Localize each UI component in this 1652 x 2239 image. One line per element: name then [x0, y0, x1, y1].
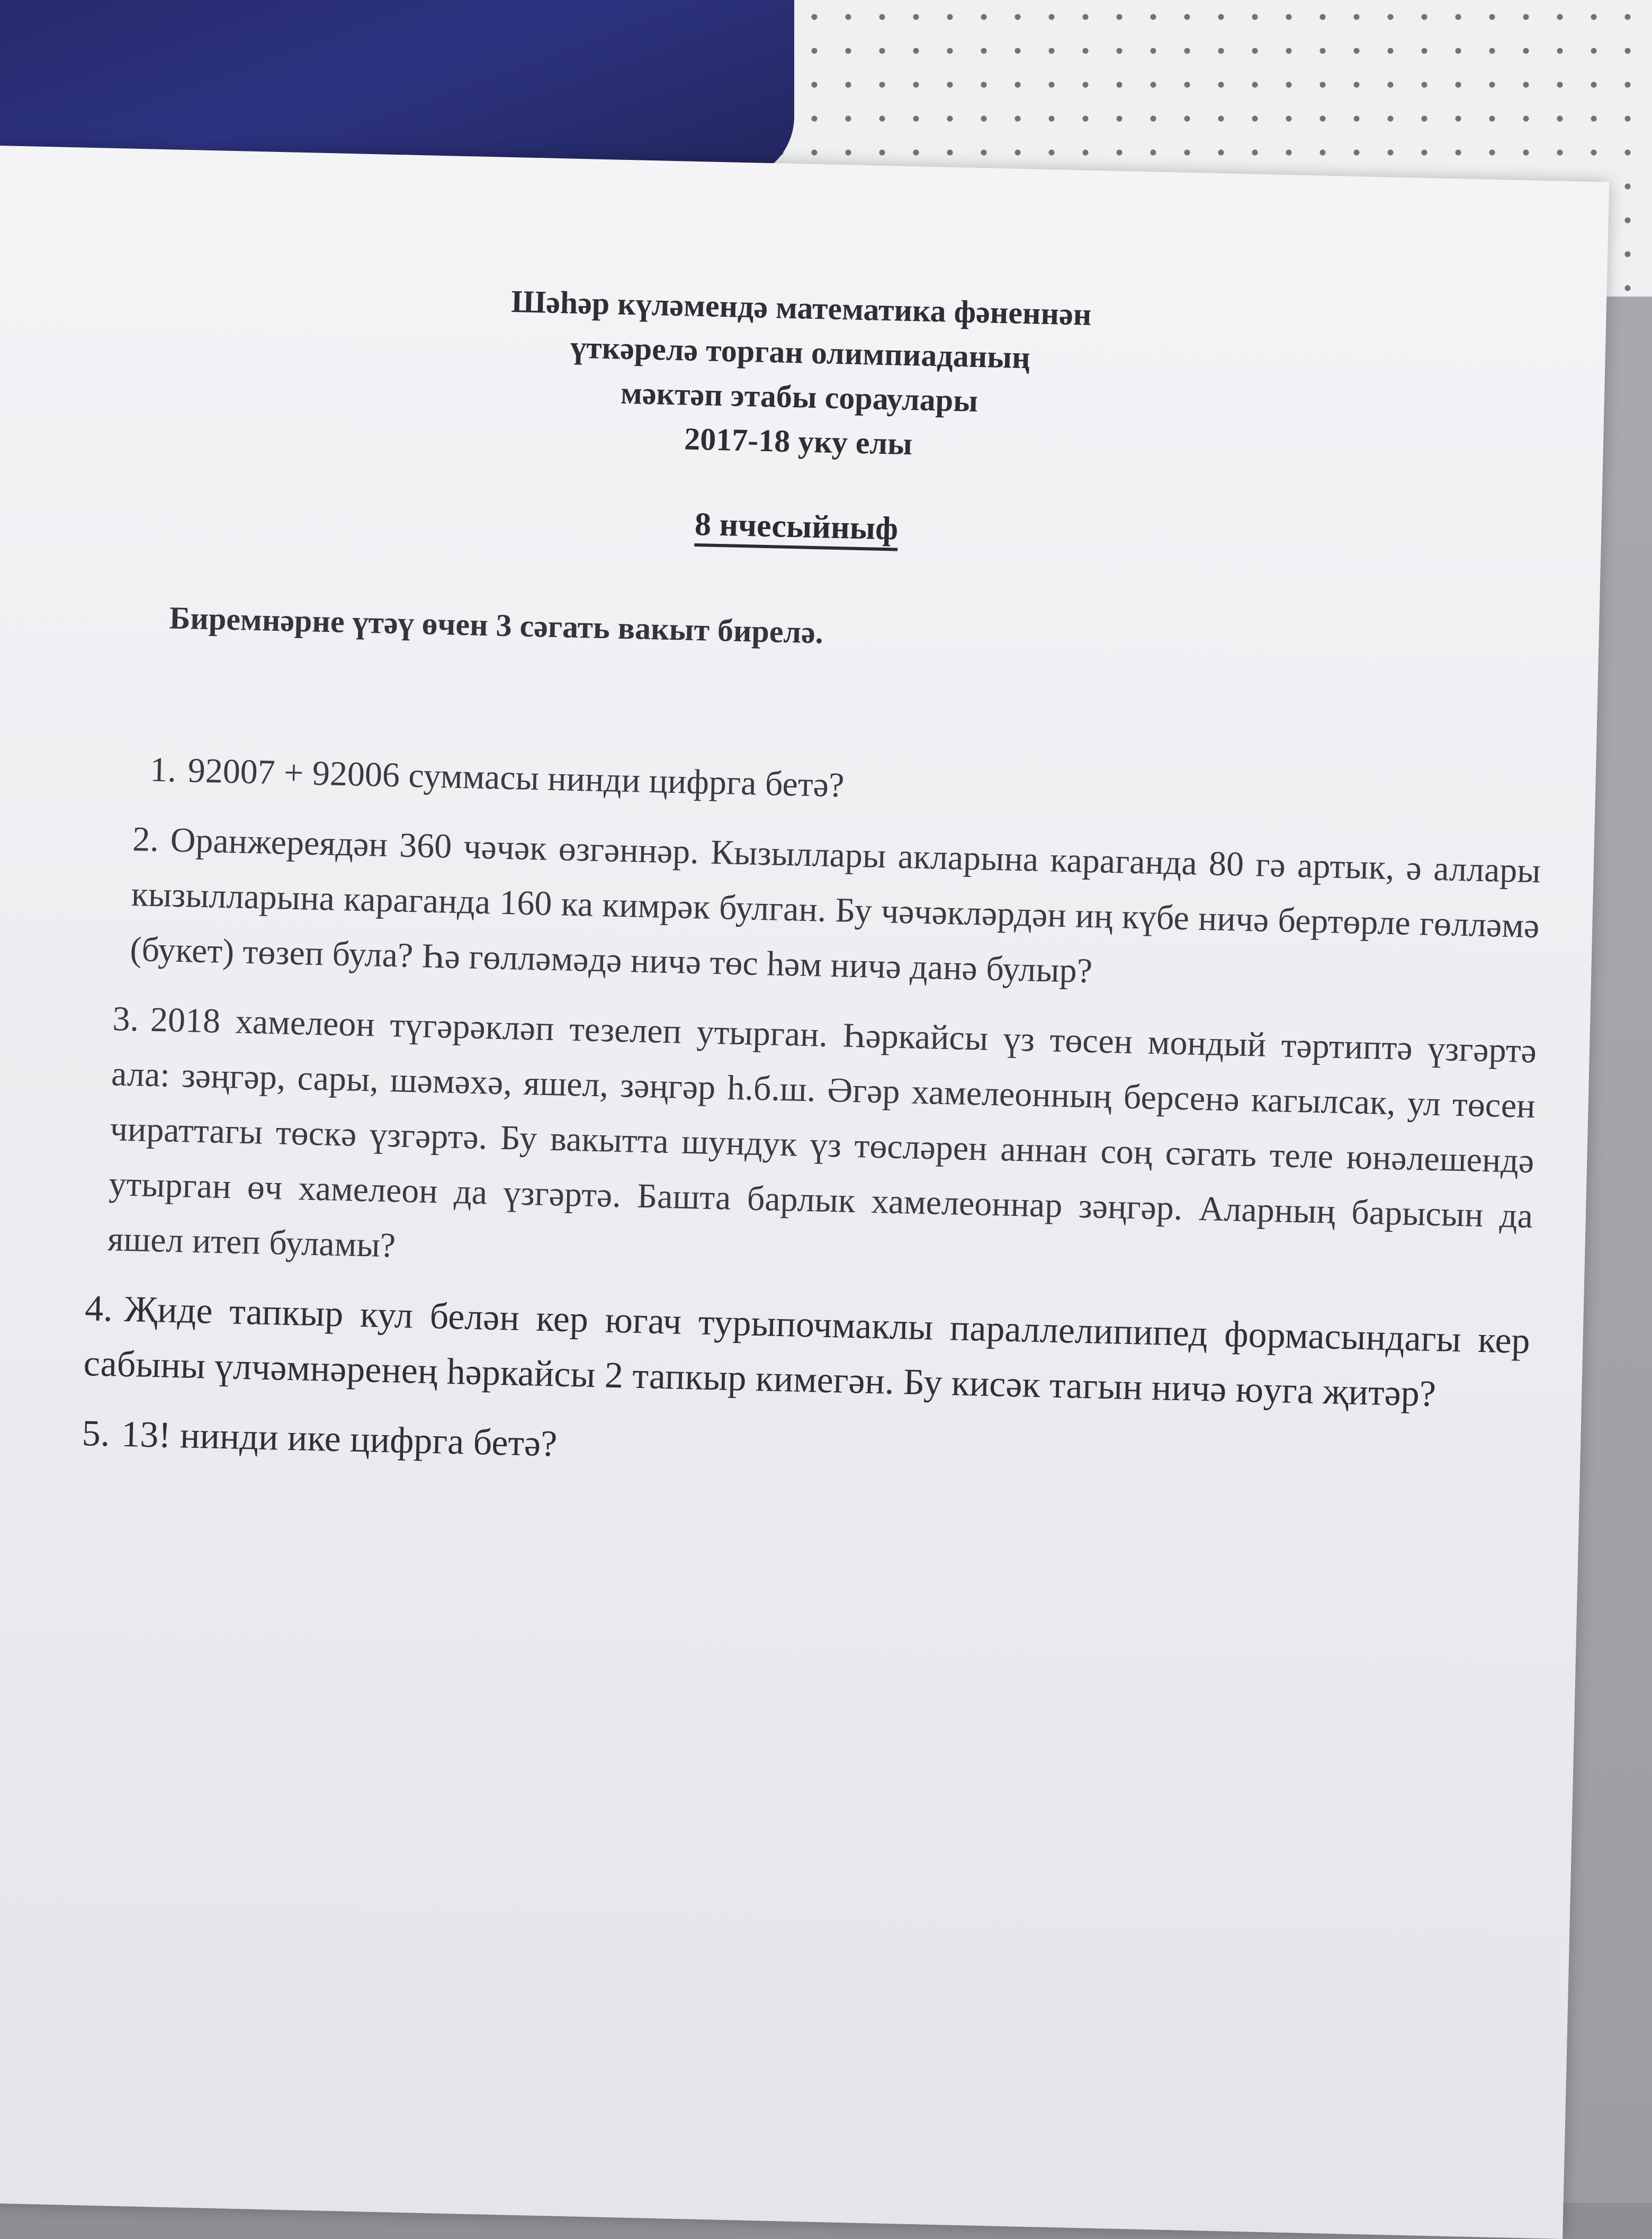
- problem-number: 4.: [84, 1288, 113, 1330]
- header-line-3: мәктәп этабы сораулары: [620, 375, 978, 419]
- problem-text: Җиде тапкыр кул белән кер югач турыпочмаклы параллелипипед формасындагы кер сабыны үлчәмнәренең һәркайсы 2 тапкыр кимегән. Бу кисәк тагын ничә юуга җитәр?: [83, 1288, 1531, 1415]
- problem-text: 92007 + 92006 суммасы нинди цифрга бетә?: [187, 751, 845, 805]
- problem-4: [83, 1281, 1531, 1424]
- problem-number: 1.: [149, 750, 177, 790]
- problem-text: 2018 хамелеон түгәрәкләп тезелеп утырган. Һәркайсы үз төсен мондый тәртиптә үзгәртә ала: зәңгәр, сары, шәмәхә, яшел, зәңгәр һ.б.ш. Әгәр хамелеонның берсенә кагылсак, ул төсен чираттагы төскә үзгәртә. Бу вакытта шундук үз төсләрен аннан соң сәгать теле юнәлешендә утырган өч хамелеон да үзгәртә. Башта барлык хамелеоннар зәңгәр. Аларның барысын да яшел итеп буламы?: [107, 1000, 1537, 1265]
- header-line-2: үткәрелә торган олимпиаданың: [570, 329, 1031, 375]
- problem-text: Оранжереядән 360 чәчәк өзгәннәр. Кызыллары акларына караганда 80 гә артык, ә аллары кызылларына караганда 160 ка кимрәк булган. Бу чәчәкләрдән иң күбе ничә бертөрле гөлләмә (букет) төзеп була? Һә гөлләмәдә ничә төс һәм ничә данә булыр?: [129, 820, 1541, 991]
- paper-sheet: [0, 146, 1609, 2239]
- problem-2: [92, 811, 1541, 1009]
- problem-5: [82, 1406, 1528, 1494]
- instruction-text: Биремнәрне үтәү өчен 3 сәгать вакыт бирелә.: [169, 600, 824, 650]
- problem-number: 5.: [81, 1413, 111, 1455]
- problem-list: [81, 741, 1543, 1509]
- grade-label: 8 нчесыйныф: [694, 506, 899, 551]
- grade-heading: [0, 490, 1601, 564]
- problem-text: 13! нинди ике цифрга бетә?: [121, 1413, 558, 1465]
- problem-number: 2.: [132, 820, 159, 859]
- problem-3: [86, 991, 1537, 1299]
- document-header: [0, 267, 1606, 482]
- problem-number: 3.: [112, 999, 139, 1039]
- header-line-4: 2017-18 уку елы: [684, 421, 913, 462]
- header-line-1: Шәһәр күләмендә математика фәненнән: [510, 283, 1092, 332]
